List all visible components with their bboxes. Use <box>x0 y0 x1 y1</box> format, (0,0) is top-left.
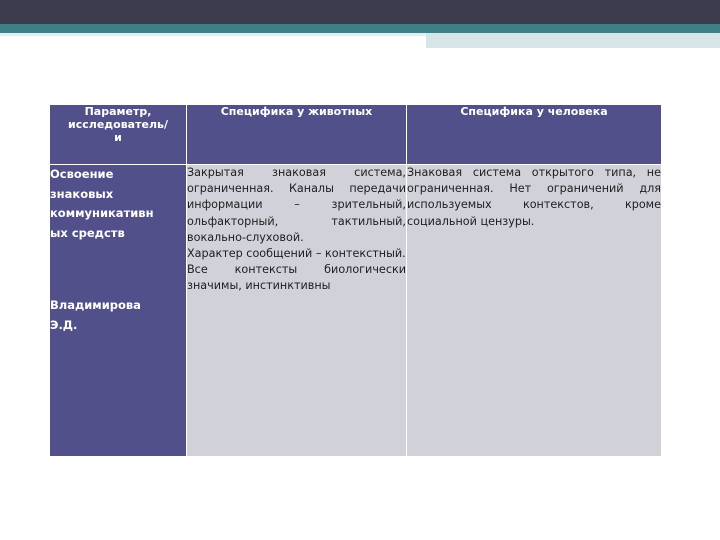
table-row <box>50 165 662 457</box>
header-line: исследователь/ <box>68 118 168 131</box>
param-line: Освоение <box>50 167 114 181</box>
header-animals: Специфика у животных <box>187 105 407 165</box>
top-teal-bar <box>0 24 720 33</box>
param-line: коммуникативн <box>50 206 154 220</box>
researcher-line: Э.Д. <box>50 317 78 332</box>
header-param-researcher <box>50 105 187 165</box>
animals-paragraph: Закрытая знаковая система, ограниченная. Каналы передачи информации – зрительный, ольфакторный, тактильный, вокально-слуховой. <box>187 166 406 244</box>
header-line: Параметр, <box>84 105 152 118</box>
animals-paragraph: Все контексты биологически значимы, инстинктивны <box>187 263 406 293</box>
header-line: и <box>114 131 122 144</box>
header-human: Специфика у человека <box>407 105 662 165</box>
animals-paragraph: Характер сообщений – контекстный. <box>187 247 406 261</box>
top-dark-bar <box>0 0 720 24</box>
param-cell <box>50 165 187 457</box>
human-cell <box>407 165 662 457</box>
param-line: ых средств <box>50 225 125 240</box>
human-paragraph: Знаковая система открытого типа, не ограниченная. Нет ограничений для используемых контекстов, кроме социальной цензуры. <box>407 166 661 228</box>
animals-cell <box>187 165 407 457</box>
top-light-bar <box>426 33 720 48</box>
researcher-line: Владимирова <box>50 298 141 312</box>
top-accent-line <box>0 33 426 36</box>
table-header-row <box>50 105 662 165</box>
comparison-table <box>49 104 662 457</box>
param-line: знаковых <box>50 186 114 201</box>
